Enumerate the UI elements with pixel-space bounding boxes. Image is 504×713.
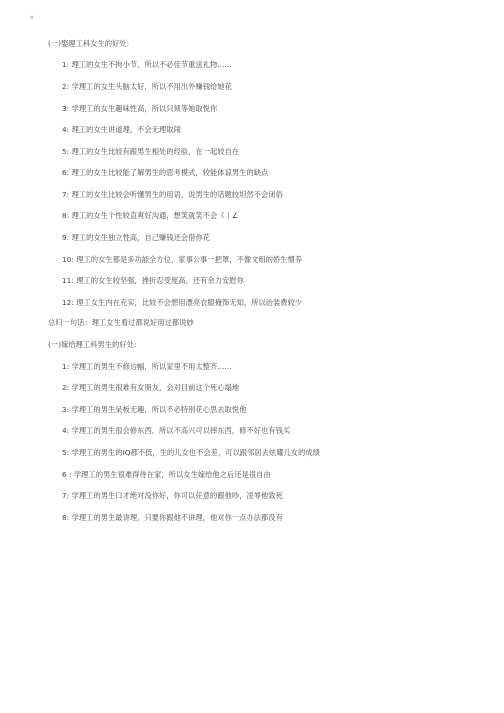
section-heading-female: (一)娶理工科女生的好处: — [48, 39, 130, 48]
list-item: 10: 理工的女生都是多功能全方位，家事公事一把罩，不像文组的娇生惯养 — [62, 255, 303, 264]
page-mark: ¤ — [30, 14, 34, 21]
list-item: 4: 理工的女生讲道理，不会无理取闹 — [62, 125, 181, 134]
list-item: 9: 理工的女生独立性高，自己赚钱还会借你花 — [62, 233, 211, 242]
list-item: 6 : 学理工的男生很难得待在家，所以女生嫁给他之后还是很自由 — [62, 470, 271, 479]
list-item: 8: 学理工的男生最讲理，只要你跟他不讲理，他对你一点办法都没有 — [62, 513, 283, 522]
list-item: 5: 学理工的男生的IQ都不低，生的儿女也不会差，可以跟邻居去炫耀儿女的成绩 — [62, 448, 321, 457]
list-item: 6: 理工的女生比较能了解男生的思考模式，较能体谅男生的缺点 — [62, 168, 269, 177]
list-item: 7: 理工的女生比较会听懂男生的用语，说男生的话题较坦然不会闭俗 — [62, 190, 283, 199]
list-item: 3: 学理工的女生趣味性高，所以只须等她取悦你 — [62, 104, 218, 113]
list-item: 7: 学理工的男生口才绝对没你好，你可以任意的跟他吵，凌辱他致死 — [62, 491, 283, 500]
list-item: 2: 学理工的男生很难有女朋友，会对目前这个死心塌地 — [62, 383, 240, 392]
list-item: 4: 学理工的男生很会修东西，所以不高兴可以摔东西，修不好也有钱买 — [62, 426, 291, 435]
list-item: 5: 理工的女生比较有跟男生相处的经验，在一起较自在 — [62, 147, 240, 156]
list-item: 12: 理工女生内在充实，比较不会想用漂亮衣服掩饰无知，所以治装费较少 — [62, 298, 303, 307]
list-item: 1: 理工的女生不拘小节，所以不必佳节重送礼物...... — [62, 60, 232, 69]
list-item: 3: 学理工的男生呆板无趣，所以不必特别花心思去取悦他 — [62, 405, 247, 414]
list-item: 11: 理工的女生较坚强，挫折忍受度高，还有余力安慰你 — [62, 276, 244, 285]
list-item: 8: 理工的女生个性较直爽好沟通，想笑就笑不会《丨∠ — [62, 211, 239, 220]
list-item: 2: 学理工的女生头脑太好，所以不用出外赚钱给她花 — [62, 82, 232, 91]
list-item: 1: 学理工的男生不修边幅，所以家里不用太整齐...... — [62, 362, 232, 371]
summary-line: 总归一句话：理工女生看过都说好用过都说妙 — [48, 318, 194, 327]
section-heading-male: (一)嫁给理工科男生的好处: — [48, 340, 137, 349]
